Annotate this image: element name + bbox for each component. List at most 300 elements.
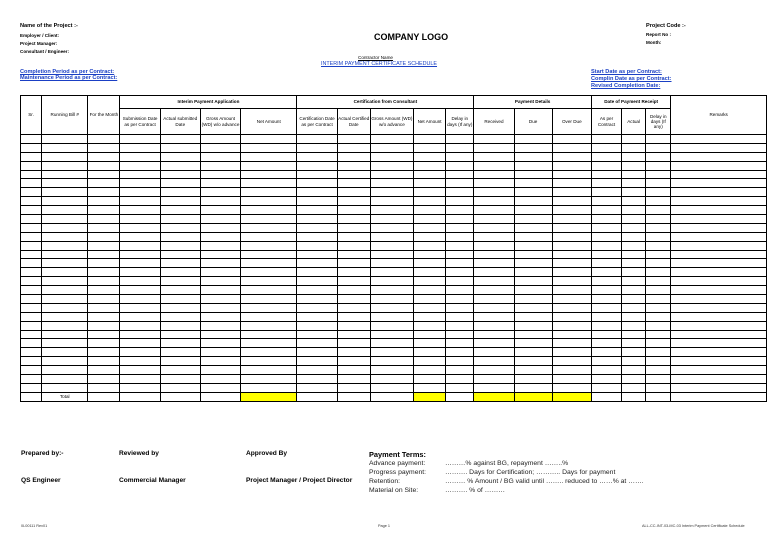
table-cell[interactable]: [622, 161, 646, 170]
table-cell[interactable]: [514, 197, 552, 206]
table-cell[interactable]: [200, 223, 240, 232]
table-cell[interactable]: [474, 241, 514, 250]
table-cell[interactable]: [337, 215, 370, 224]
start-date[interactable]: Start Date as per Contract:: [591, 69, 662, 75]
table-cell[interactable]: [200, 312, 240, 321]
table-cell[interactable]: [297, 383, 337, 392]
table-cell[interactable]: [88, 223, 120, 232]
total-cell[interactable]: [671, 392, 767, 401]
table-cell[interactable]: [646, 152, 671, 161]
table-cell[interactable]: [21, 152, 42, 161]
table-cell[interactable]: [200, 188, 240, 197]
table-cell[interactable]: [21, 357, 42, 366]
table-cell[interactable]: [88, 303, 120, 312]
table-cell[interactable]: [88, 135, 120, 144]
table-cell[interactable]: [646, 250, 671, 259]
table-cell[interactable]: [370, 241, 413, 250]
table-cell[interactable]: [622, 277, 646, 286]
table-cell[interactable]: [446, 383, 474, 392]
table-cell[interactable]: [514, 161, 552, 170]
table-cell[interactable]: [514, 295, 552, 304]
table-cell[interactable]: [414, 268, 446, 277]
table-cell[interactable]: [552, 357, 591, 366]
table-cell[interactable]: [297, 286, 337, 295]
table-cell[interactable]: [414, 295, 446, 304]
total-cell[interactable]: [88, 392, 120, 401]
table-cell[interactable]: [474, 348, 514, 357]
table-cell[interactable]: [591, 135, 621, 144]
table-cell[interactable]: [88, 197, 120, 206]
table-cell[interactable]: [42, 277, 88, 286]
table-cell[interactable]: [120, 188, 160, 197]
table-cell[interactable]: [88, 295, 120, 304]
table-cell[interactable]: [591, 330, 621, 339]
table-cell[interactable]: [88, 277, 120, 286]
table-cell[interactable]: [552, 312, 591, 321]
table-cell[interactable]: [446, 170, 474, 179]
table-cell[interactable]: [21, 179, 42, 188]
table-cell[interactable]: [120, 197, 160, 206]
table-cell[interactable]: [88, 357, 120, 366]
table-cell[interactable]: [120, 161, 160, 170]
table-cell[interactable]: [370, 170, 413, 179]
table-cell[interactable]: [200, 152, 240, 161]
table-cell[interactable]: [88, 161, 120, 170]
table-cell[interactable]: [88, 241, 120, 250]
table-cell[interactable]: [200, 170, 240, 179]
table-cell[interactable]: [622, 268, 646, 277]
table-cell[interactable]: [646, 375, 671, 384]
table-cell[interactable]: [622, 232, 646, 241]
table-cell[interactable]: [21, 206, 42, 215]
table-cell[interactable]: [370, 250, 413, 259]
table-cell[interactable]: [552, 241, 591, 250]
table-cell[interactable]: [297, 277, 337, 286]
table-cell[interactable]: [241, 135, 297, 144]
table-cell[interactable]: [622, 143, 646, 152]
table-cell[interactable]: [21, 197, 42, 206]
table-cell[interactable]: [446, 286, 474, 295]
total-cell[interactable]: [120, 392, 160, 401]
table-cell[interactable]: [160, 312, 200, 321]
table-cell[interactable]: [446, 206, 474, 215]
table-cell[interactable]: [88, 232, 120, 241]
table-cell[interactable]: [42, 268, 88, 277]
table-cell[interactable]: [591, 161, 621, 170]
table-cell[interactable]: [241, 170, 297, 179]
table-cell[interactable]: [160, 259, 200, 268]
table-cell[interactable]: [88, 268, 120, 277]
table-cell[interactable]: [42, 295, 88, 304]
table-cell[interactable]: [622, 339, 646, 348]
table-cell[interactable]: [337, 188, 370, 197]
table-cell[interactable]: [646, 268, 671, 277]
table-cell[interactable]: [514, 232, 552, 241]
table-cell[interactable]: [370, 179, 413, 188]
table-cell[interactable]: [241, 321, 297, 330]
table-cell[interactable]: [42, 366, 88, 375]
table-cell[interactable]: [622, 250, 646, 259]
table-cell[interactable]: [514, 375, 552, 384]
table-cell[interactable]: [241, 366, 297, 375]
table-cell[interactable]: [21, 232, 42, 241]
table-cell[interactable]: [671, 161, 767, 170]
table-cell[interactable]: [414, 152, 446, 161]
table-cell[interactable]: [414, 303, 446, 312]
table-cell[interactable]: [200, 135, 240, 144]
table-cell[interactable]: [591, 357, 621, 366]
table-cell[interactable]: [414, 286, 446, 295]
table-cell[interactable]: [88, 312, 120, 321]
table-cell[interactable]: [42, 339, 88, 348]
table-cell[interactable]: [160, 383, 200, 392]
table-cell[interactable]: [120, 348, 160, 357]
table-cell[interactable]: [622, 197, 646, 206]
table-cell[interactable]: [622, 366, 646, 375]
table-cell[interactable]: [514, 303, 552, 312]
table-cell[interactable]: [474, 161, 514, 170]
table-cell[interactable]: [514, 170, 552, 179]
table-cell[interactable]: [88, 366, 120, 375]
table-cell[interactable]: [514, 223, 552, 232]
table-cell[interactable]: [446, 312, 474, 321]
table-cell[interactable]: [414, 277, 446, 286]
table-cell[interactable]: [474, 152, 514, 161]
table-cell[interactable]: [42, 357, 88, 366]
table-cell[interactable]: [241, 277, 297, 286]
table-cell[interactable]: [120, 295, 160, 304]
total-cell[interactable]: [21, 392, 42, 401]
table-cell[interactable]: [414, 241, 446, 250]
table-cell[interactable]: [21, 268, 42, 277]
table-cell[interactable]: [297, 250, 337, 259]
table-cell[interactable]: [120, 215, 160, 224]
table-cell[interactable]: [671, 206, 767, 215]
table-cell[interactable]: [120, 268, 160, 277]
table-cell[interactable]: [552, 268, 591, 277]
table-cell[interactable]: [671, 268, 767, 277]
table-cell[interactable]: [337, 232, 370, 241]
table-cell[interactable]: [120, 232, 160, 241]
total-cell[interactable]: [622, 392, 646, 401]
table-cell[interactable]: [88, 339, 120, 348]
table-cell[interactable]: [414, 250, 446, 259]
table-cell[interactable]: [21, 170, 42, 179]
table-cell[interactable]: [370, 383, 413, 392]
table-cell[interactable]: [120, 259, 160, 268]
table-cell[interactable]: [414, 312, 446, 321]
table-cell[interactable]: [414, 223, 446, 232]
table-cell[interactable]: [160, 303, 200, 312]
table-cell[interactable]: [646, 277, 671, 286]
table-cell[interactable]: [591, 232, 621, 241]
table-cell[interactable]: [591, 268, 621, 277]
table-cell[interactable]: [160, 223, 200, 232]
table-cell[interactable]: [21, 348, 42, 357]
table-cell[interactable]: [241, 357, 297, 366]
table-cell[interactable]: [337, 366, 370, 375]
table-cell[interactable]: [646, 330, 671, 339]
table-cell[interactable]: [446, 197, 474, 206]
table-cell[interactable]: [414, 179, 446, 188]
table-cell[interactable]: [591, 277, 621, 286]
table-cell[interactable]: [552, 366, 591, 375]
table-cell[interactable]: [370, 312, 413, 321]
table-cell[interactable]: [241, 375, 297, 384]
table-cell[interactable]: [591, 286, 621, 295]
table-cell[interactable]: [514, 152, 552, 161]
table-cell[interactable]: [241, 348, 297, 357]
table-cell[interactable]: [241, 206, 297, 215]
table-cell[interactable]: [297, 135, 337, 144]
table-cell[interactable]: [474, 197, 514, 206]
table-cell[interactable]: [370, 188, 413, 197]
table-cell[interactable]: [414, 143, 446, 152]
table-cell[interactable]: [414, 383, 446, 392]
table-cell[interactable]: [474, 232, 514, 241]
table-cell[interactable]: [160, 357, 200, 366]
table-cell[interactable]: [370, 215, 413, 224]
table-cell[interactable]: [297, 241, 337, 250]
table-cell[interactable]: [474, 366, 514, 375]
table-cell[interactable]: [446, 277, 474, 286]
table-cell[interactable]: [552, 197, 591, 206]
table-cell[interactable]: [446, 375, 474, 384]
table-cell[interactable]: [160, 277, 200, 286]
table-cell[interactable]: [591, 383, 621, 392]
table-cell[interactable]: [591, 241, 621, 250]
table-cell[interactable]: [21, 303, 42, 312]
table-cell[interactable]: [200, 366, 240, 375]
table-cell[interactable]: [241, 312, 297, 321]
table-cell[interactable]: [474, 321, 514, 330]
table-cell[interactable]: [446, 366, 474, 375]
table-cell[interactable]: [474, 312, 514, 321]
table-cell[interactable]: [514, 366, 552, 375]
table-cell[interactable]: [514, 179, 552, 188]
table-cell[interactable]: [446, 348, 474, 357]
table-cell[interactable]: [42, 152, 88, 161]
table-cell[interactable]: [414, 188, 446, 197]
table-cell[interactable]: [21, 241, 42, 250]
table-cell[interactable]: [370, 357, 413, 366]
table-cell[interactable]: [120, 206, 160, 215]
table-cell[interactable]: [591, 197, 621, 206]
table-cell[interactable]: [446, 179, 474, 188]
table-cell[interactable]: [160, 232, 200, 241]
table-cell[interactable]: [42, 259, 88, 268]
table-cell[interactable]: [514, 339, 552, 348]
table-cell[interactable]: [622, 170, 646, 179]
table-cell[interactable]: [671, 223, 767, 232]
table-cell[interactable]: [474, 143, 514, 152]
table-cell[interactable]: [337, 286, 370, 295]
table-cell[interactable]: [297, 223, 337, 232]
table-cell[interactable]: [21, 286, 42, 295]
table-cell[interactable]: [514, 357, 552, 366]
table-cell[interactable]: [88, 215, 120, 224]
table-cell[interactable]: [88, 330, 120, 339]
table-cell[interactable]: [414, 330, 446, 339]
table-cell[interactable]: [241, 339, 297, 348]
completion-period[interactable]: Completion Period as per Contract:: [20, 69, 115, 75]
table-cell[interactable]: [337, 170, 370, 179]
table-cell[interactable]: [160, 215, 200, 224]
table-cell[interactable]: [120, 135, 160, 144]
table-cell[interactable]: [514, 135, 552, 144]
table-cell[interactable]: [200, 375, 240, 384]
table-cell[interactable]: [552, 170, 591, 179]
table-cell[interactable]: [370, 321, 413, 330]
table-cell[interactable]: [591, 179, 621, 188]
table-cell[interactable]: [622, 152, 646, 161]
table-cell[interactable]: [646, 312, 671, 321]
table-cell[interactable]: [622, 286, 646, 295]
table-cell[interactable]: [200, 197, 240, 206]
table-cell[interactable]: [474, 330, 514, 339]
table-cell[interactable]: [200, 215, 240, 224]
table-cell[interactable]: [241, 303, 297, 312]
table-cell[interactable]: [21, 223, 42, 232]
table-cell[interactable]: [671, 348, 767, 357]
table-cell[interactable]: [120, 179, 160, 188]
table-cell[interactable]: [160, 366, 200, 375]
table-cell[interactable]: [370, 339, 413, 348]
table-cell[interactable]: [671, 135, 767, 144]
table-cell[interactable]: [514, 312, 552, 321]
table-cell[interactable]: [120, 303, 160, 312]
table-cell[interactable]: [120, 170, 160, 179]
table-cell[interactable]: [622, 348, 646, 357]
table-cell[interactable]: [21, 250, 42, 259]
table-cell[interactable]: [160, 250, 200, 259]
table-cell[interactable]: [337, 357, 370, 366]
table-cell[interactable]: [414, 206, 446, 215]
table-cell[interactable]: [88, 383, 120, 392]
table-cell[interactable]: [200, 303, 240, 312]
table-cell[interactable]: [552, 188, 591, 197]
table-cell[interactable]: [120, 357, 160, 366]
table-cell[interactable]: [200, 250, 240, 259]
table-cell[interactable]: [337, 321, 370, 330]
table-cell[interactable]: [370, 223, 413, 232]
table-cell[interactable]: [591, 295, 621, 304]
table-cell[interactable]: [474, 268, 514, 277]
table-cell[interactable]: [241, 268, 297, 277]
table-cell[interactable]: [552, 383, 591, 392]
table-cell[interactable]: [414, 232, 446, 241]
table-cell[interactable]: [42, 241, 88, 250]
table-cell[interactable]: [200, 339, 240, 348]
table-cell[interactable]: [200, 383, 240, 392]
table-cell[interactable]: [671, 259, 767, 268]
table-cell[interactable]: [622, 135, 646, 144]
total-cell-highlight[interactable]: [241, 392, 297, 401]
table-cell[interactable]: [42, 206, 88, 215]
table-cell[interactable]: [160, 268, 200, 277]
table-cell[interactable]: [671, 295, 767, 304]
maintenance-period[interactable]: Maintenance Period as per Contract:: [20, 75, 118, 81]
table-cell[interactable]: [370, 375, 413, 384]
table-cell[interactable]: [646, 206, 671, 215]
table-cell[interactable]: [552, 232, 591, 241]
table-cell[interactable]: [21, 330, 42, 339]
table-cell[interactable]: [297, 321, 337, 330]
table-cell[interactable]: [297, 366, 337, 375]
table-cell[interactable]: [297, 330, 337, 339]
table-cell[interactable]: [414, 215, 446, 224]
table-cell[interactable]: [297, 161, 337, 170]
table-cell[interactable]: [200, 232, 240, 241]
table-cell[interactable]: [241, 223, 297, 232]
table-cell[interactable]: [21, 366, 42, 375]
table-cell[interactable]: [514, 143, 552, 152]
table-cell[interactable]: [160, 135, 200, 144]
table-cell[interactable]: [297, 152, 337, 161]
table-cell[interactable]: [370, 143, 413, 152]
total-cell-highlight[interactable]: [474, 392, 514, 401]
table-cell[interactable]: [21, 312, 42, 321]
table-cell[interactable]: [370, 135, 413, 144]
table-cell[interactable]: [671, 179, 767, 188]
table-cell[interactable]: [474, 135, 514, 144]
table-cell[interactable]: [297, 197, 337, 206]
table-cell[interactable]: [414, 339, 446, 348]
table-cell[interactable]: [42, 303, 88, 312]
table-cell[interactable]: [591, 339, 621, 348]
table-cell[interactable]: [514, 188, 552, 197]
table-cell[interactable]: [337, 268, 370, 277]
table-cell[interactable]: [241, 188, 297, 197]
table-cell[interactable]: [591, 170, 621, 179]
table-cell[interactable]: [646, 170, 671, 179]
table-cell[interactable]: [370, 268, 413, 277]
table-cell[interactable]: [297, 348, 337, 357]
table-cell[interactable]: [671, 152, 767, 161]
table-cell[interactable]: [370, 259, 413, 268]
table-cell[interactable]: [297, 268, 337, 277]
table-cell[interactable]: [160, 143, 200, 152]
table-cell[interactable]: [552, 375, 591, 384]
table-cell[interactable]: [370, 232, 413, 241]
table-cell[interactable]: [297, 170, 337, 179]
table-cell[interactable]: [42, 312, 88, 321]
table-cell[interactable]: [160, 179, 200, 188]
table-cell[interactable]: [337, 383, 370, 392]
table-cell[interactable]: [446, 321, 474, 330]
table-cell[interactable]: [671, 170, 767, 179]
table-cell[interactable]: [120, 223, 160, 232]
table-cell[interactable]: [514, 268, 552, 277]
table-cell[interactable]: [671, 188, 767, 197]
table-cell[interactable]: [552, 321, 591, 330]
table-cell[interactable]: [42, 215, 88, 224]
table-cell[interactable]: [514, 383, 552, 392]
table-cell[interactable]: [21, 321, 42, 330]
table-cell[interactable]: [42, 348, 88, 357]
table-cell[interactable]: [514, 321, 552, 330]
table-cell[interactable]: [446, 250, 474, 259]
table-cell[interactable]: [370, 303, 413, 312]
table-cell[interactable]: [671, 339, 767, 348]
table-cell[interactable]: [671, 312, 767, 321]
table-cell[interactable]: [622, 330, 646, 339]
table-cell[interactable]: [160, 339, 200, 348]
table-cell[interactable]: [42, 161, 88, 170]
table-cell[interactable]: [474, 286, 514, 295]
table-cell[interactable]: [200, 143, 240, 152]
table-cell[interactable]: [446, 135, 474, 144]
